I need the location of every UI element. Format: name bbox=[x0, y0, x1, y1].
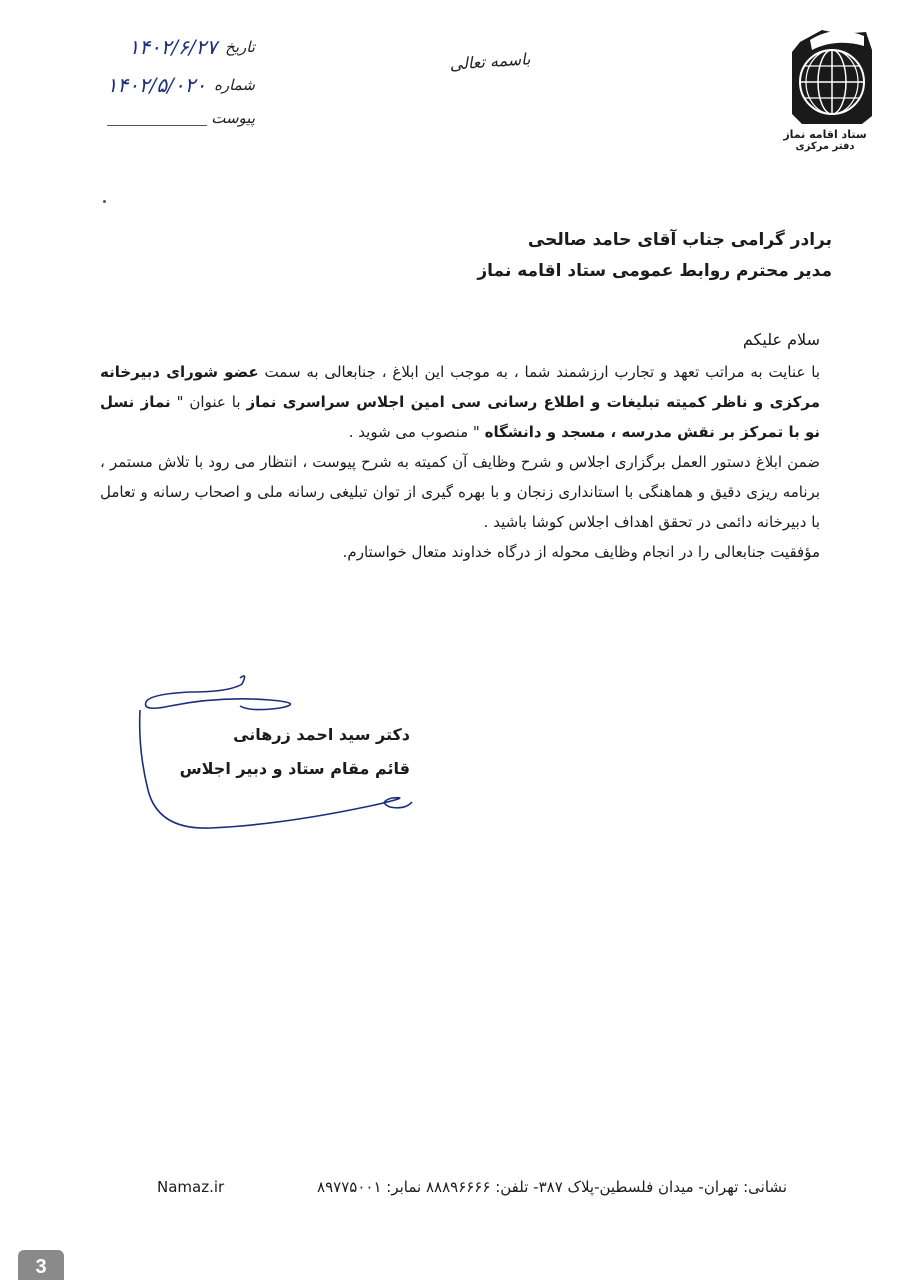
conference-title: نماز نسل نو با تمرکز بر نقش مدرسه ، مسجد و دانشگاه bbox=[100, 393, 820, 441]
letterhead-footer bbox=[157, 1178, 787, 1196]
number-label: شماره bbox=[214, 76, 255, 94]
paragraph-appointment bbox=[100, 357, 820, 447]
letter-body bbox=[100, 325, 820, 567]
appointment-title-prefix: با عنوان " bbox=[170, 393, 247, 411]
paragraph-closing: مؤفقیت جنابعالی را در انجام وظایف محوله از درگاه خداوند متعال خواستارم. bbox=[342, 543, 820, 561]
page-number-badge: 3 bbox=[18, 1250, 64, 1280]
attachment-row bbox=[211, 109, 255, 127]
signatory-title: قائم مقام ستاد و دبیر اجلاس bbox=[179, 759, 410, 778]
speck bbox=[103, 200, 106, 203]
footer-website: Namaz.ir bbox=[157, 1178, 225, 1196]
paragraph-duties: ضمن ابلاغ دستور العمل برگزاری اجلاس و شرح وظایف آن کمیته به شرح پیوست ، انتظار می رود با تلاش مستمر ، برنامه ریزی دقیق و هماهنگی با استانداری زنجان و با بهره گیری از توان تبلیغی رسانه ملی و اصحاب رسانه و تعامل با دبیرخانه دائمی در تحقق اهداف اجلاس کوشا باشید . bbox=[100, 453, 820, 531]
appointment-intro: با عنایت به مراتب تعهد و تجارب ارزشمند شما ، به موجب این ابلاغ ، جنابعالی به سمت bbox=[258, 363, 820, 381]
bismillah: باسمه تعالی bbox=[448, 49, 532, 74]
date-label: تاریخ bbox=[225, 38, 255, 56]
attachment-label: پیوست bbox=[211, 109, 255, 127]
greeting: سلام علیکم bbox=[742, 330, 820, 349]
letter-meta bbox=[95, 35, 255, 135]
addressee bbox=[477, 225, 832, 287]
addressee-name: برادر گرامی جناب آقای حامد صالحی bbox=[527, 230, 832, 250]
number-value: ۱۴۰۲/۵/۰۲۰ bbox=[106, 73, 207, 97]
appointment-suffix: " منصوب می شوید . bbox=[348, 423, 485, 441]
attachment-line bbox=[107, 125, 207, 126]
logo-caption-office: دفتر مرکزی bbox=[795, 141, 855, 152]
date-row bbox=[128, 35, 255, 59]
logo-caption bbox=[770, 128, 880, 152]
signatory bbox=[180, 718, 410, 786]
signatory-name: دکتر سید احمد زرهانی bbox=[233, 725, 410, 744]
logo-caption-org: ستاد اقامه نماز bbox=[783, 128, 867, 141]
appointment-position: عضو شورای دبیرخانه مرکزی و ناظر کمیته تبلیغات و اطلاع رسانی سی امین اجلاس سراسری نماز bbox=[100, 363, 820, 411]
date-value: ۱۴۰۲/۶/۲۷ bbox=[128, 35, 218, 59]
signature-block bbox=[130, 670, 430, 840]
footer-address: نشانی: تهران- میدان فلسطین-پلاک ۳۸۷- تلفن: ۸۸۸۹۶۶۶۶ نمابر: ۸۹۷۷۵۰۰۱ bbox=[317, 1178, 787, 1196]
number-row bbox=[107, 73, 255, 97]
globe-emblem-icon bbox=[780, 20, 880, 130]
addressee-title: مدیر محترم روابط عمومی ستاد اقامه نماز bbox=[477, 261, 832, 281]
